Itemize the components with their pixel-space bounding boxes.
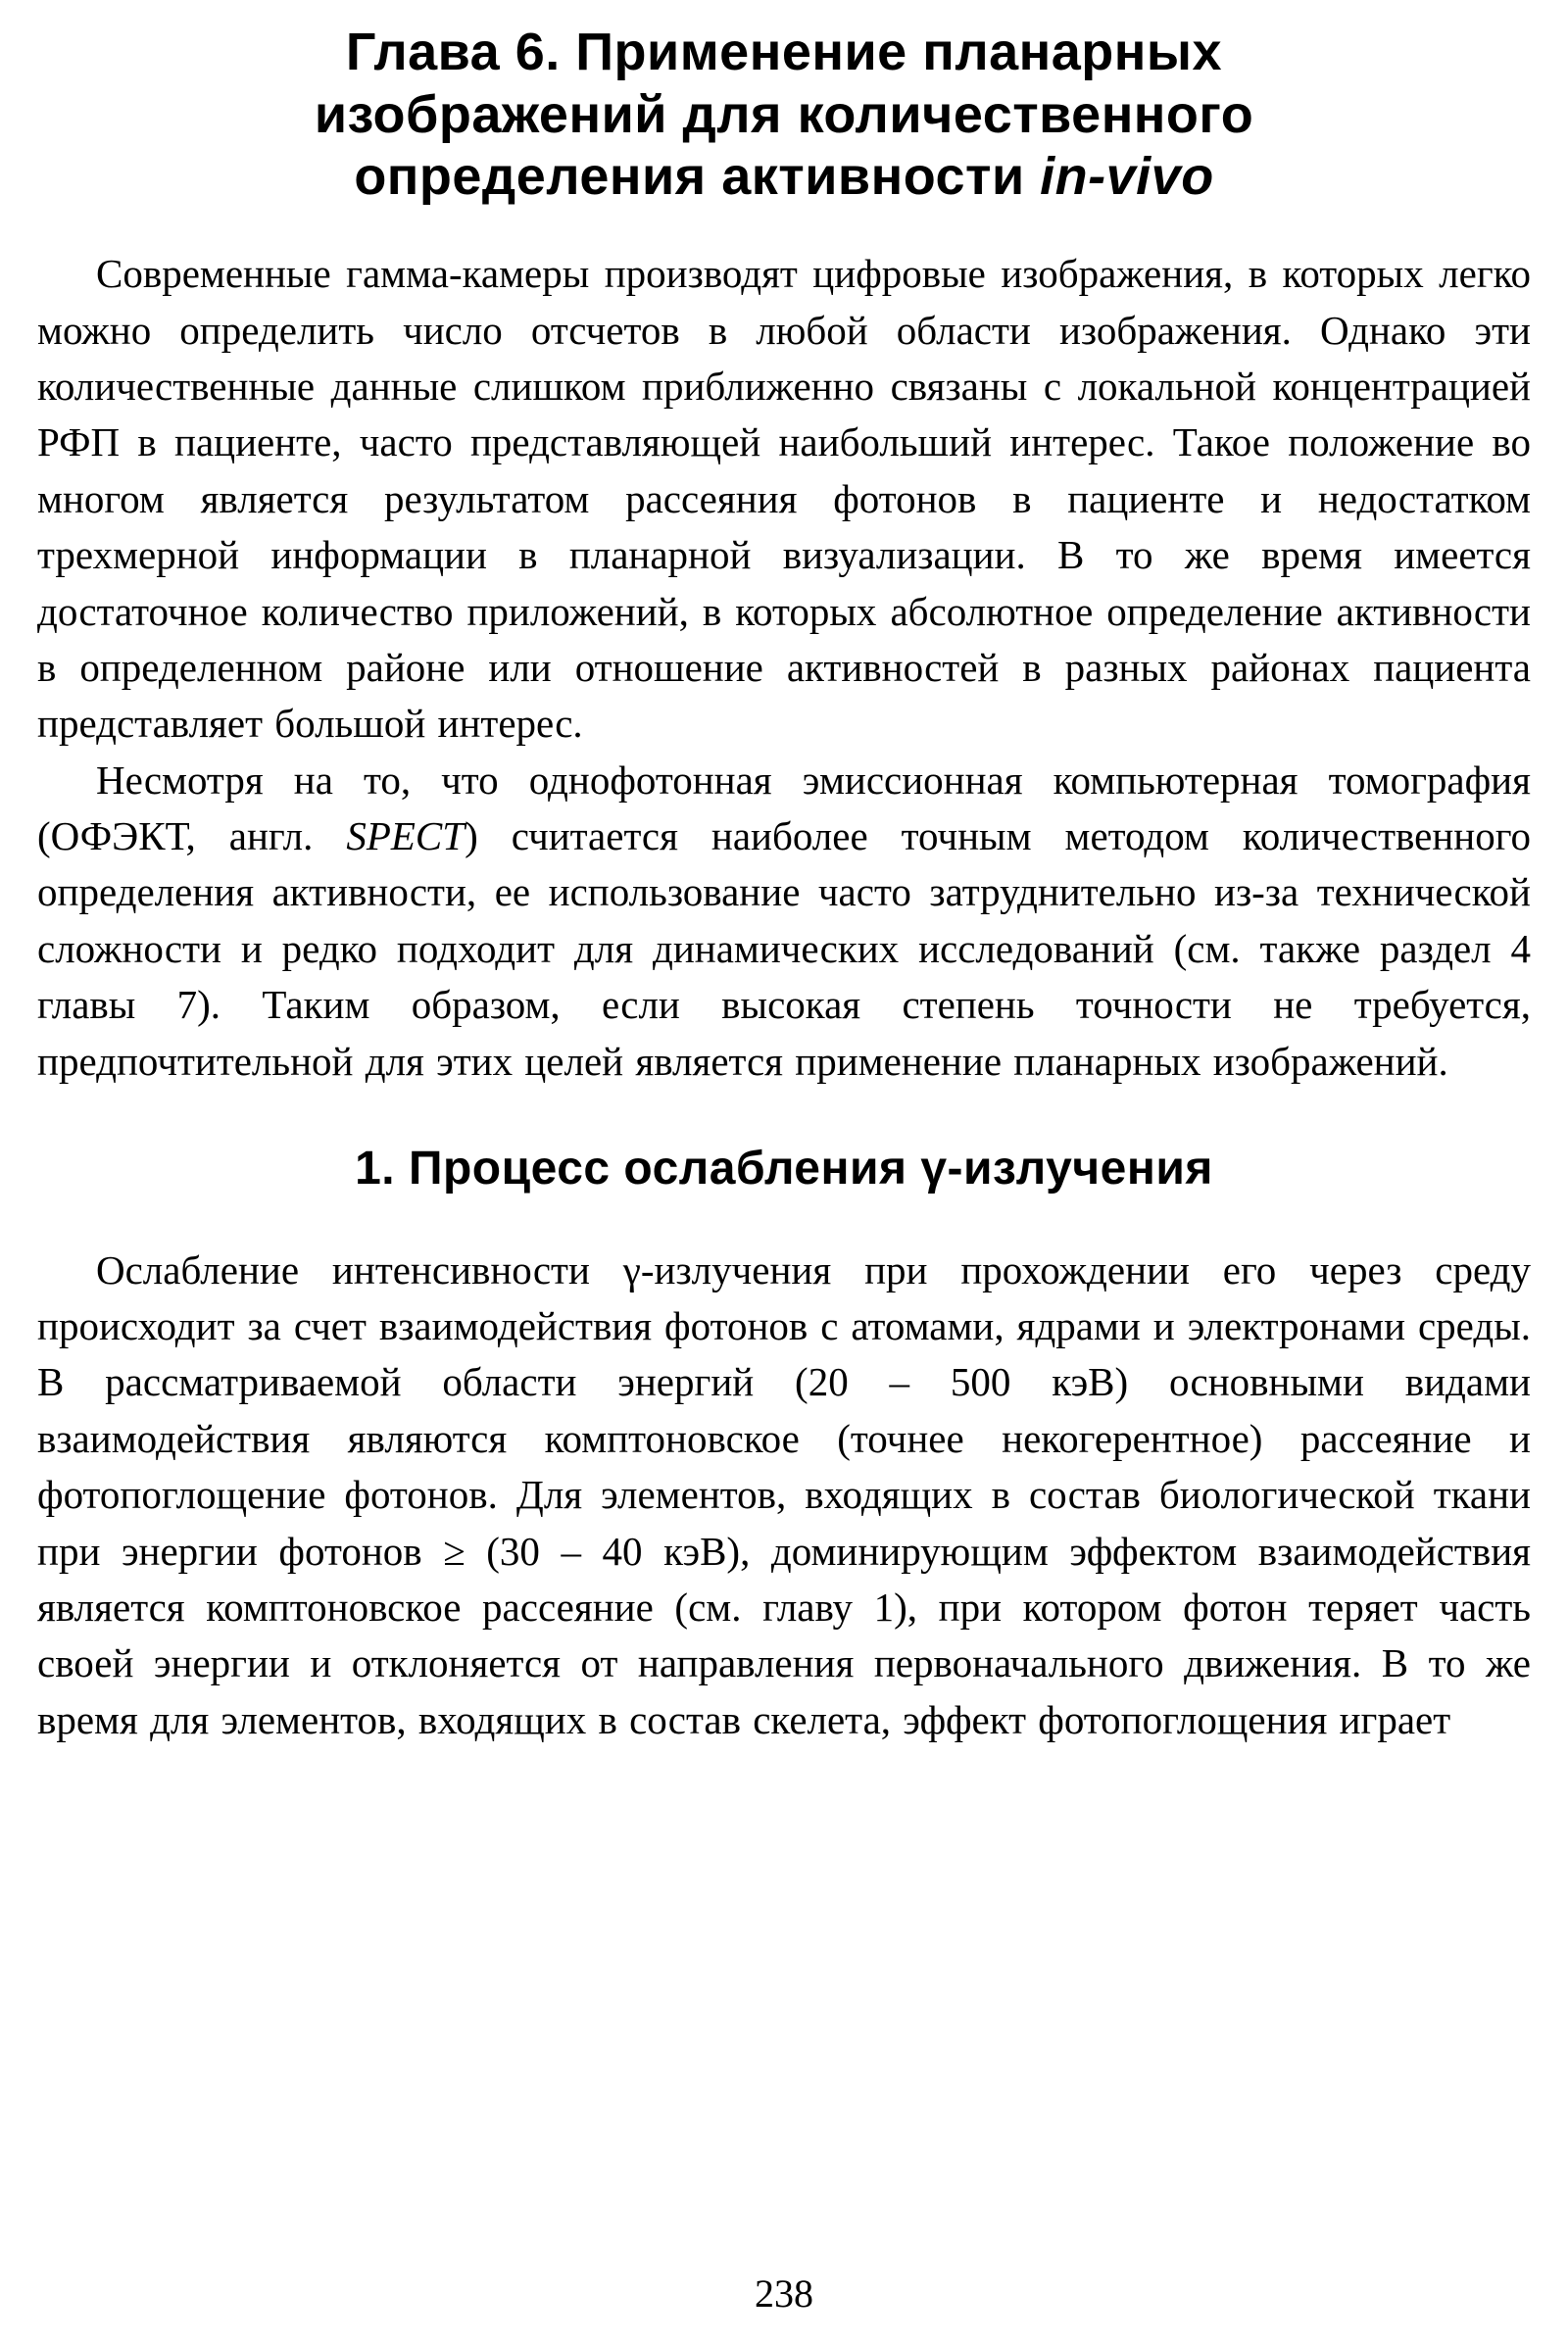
section-heading: 1. Процесс ослабления γ-излучения xyxy=(355,1143,1213,1195)
paragraph-2-text-before: Несмотря на то, что однофотонная эмиссионная компьютерная томография (ОФЭКТ, англ. xyxy=(37,756,1531,859)
page-number: 238 xyxy=(755,2271,813,2316)
chapter-title-invivo-italic: in-vivo xyxy=(1040,147,1214,207)
chapter-title-line-1: Глава 6. Применение планарных xyxy=(345,23,1223,81)
chapter-title xyxy=(315,22,1253,209)
paragraph-intro-1: Современные гамма-камеры производят цифровые изображения, в которых легко можно определить число отсчетов в любой области изображения. Однако эти количественные данные слишком приближенно связаны с локальной концентрацией РФП в пациенте, часто представляющей наибольший интерес. Такое положение во многом является результатом рассеяния фотонов в пациенте и недостатком трехмерной информации в планарной визуализации. В то же время имеется достаточное количество приложений, в которых абсолютное определение активности в определенном районе или отношение активностей в разных районах пациента представляет большой интерес. xyxy=(37,251,1531,747)
paragraph-2-text-after: ) считается наиболее точным методом количественного определения активности, ее использование часто затруднительно из-за технической сложности и редко подходит для динамических исследований (см. также раздел 4 главы 7). Таким образом, если высокая степень точности не требуется, предпочтительной для этих целей является применение планарных изображений. xyxy=(37,813,1531,1084)
chapter-title-line-3 xyxy=(315,146,1253,209)
chapter-title-line-2: изображений для количественного xyxy=(314,84,1254,144)
paragraph-section-1: Ослабление интенсивности γ-излучения при прохождении его через среду происходит за счет взаимодействия фотонов с атомами, ядрами и электронами среды. В рассматриваемой области энергий (20 – 500 кэВ) основными видами взаимодействия являются комптоновское (точнее некогерентное) рассеяние и фотопоглощение фотонов. Для элементов, входящих в состав биологической ткани при энергии фотонов ≥ (30 – 40 кэВ), доминирующим эффектом взаимодействия является комптоновское рассеяние (см. главу 1), при котором фотон теряет часть своей энергии и отклоняется от направления первоначального движения. В то же время для элементов, входящих в состав скелета, эффект фотопоглощения играет xyxy=(37,1246,1531,1742)
paragraph-intro-2 xyxy=(37,753,1531,1090)
spect-italic-term: SPECT xyxy=(346,813,466,859)
chapter-title-line-3-text: определения активности xyxy=(354,147,1041,207)
